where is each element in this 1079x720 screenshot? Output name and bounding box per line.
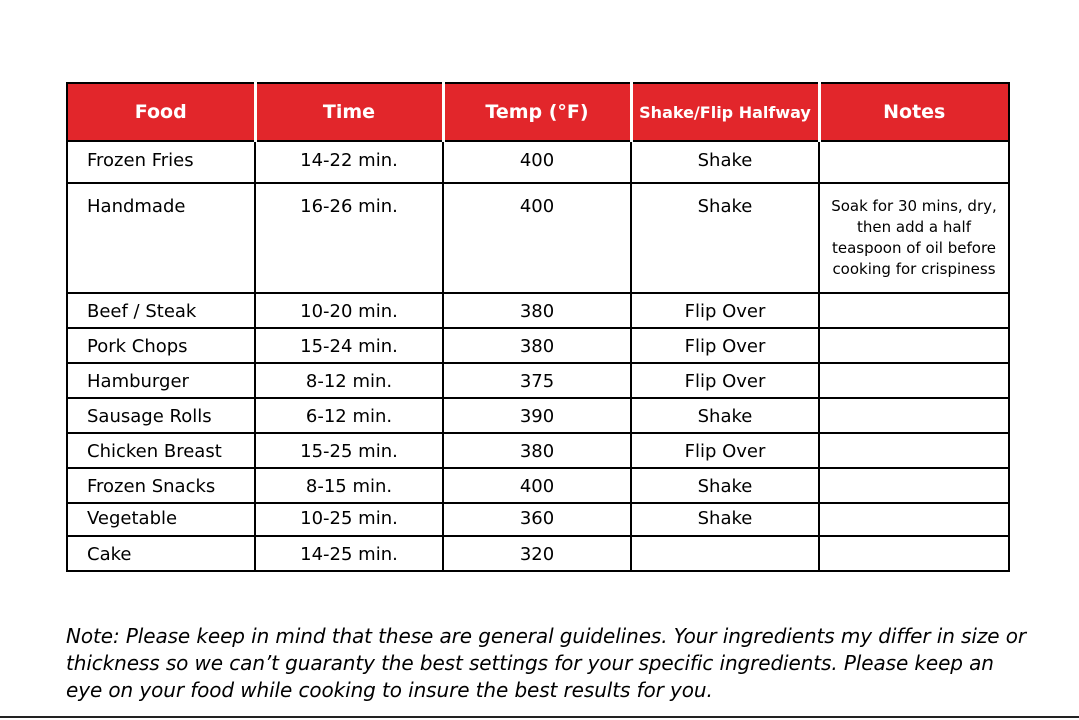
time-cell: 8-12 min.	[305, 371, 393, 392]
table-row	[67, 141, 1009, 183]
shake-cell: Shake	[697, 508, 753, 529]
table-row	[67, 328, 1009, 363]
time-cell: 15-25 min.	[300, 441, 398, 462]
food-cell: Chicken Breast	[87, 441, 222, 462]
food-cell: Pork Chops	[87, 336, 188, 357]
time-cell: 6-12 min.	[305, 406, 393, 427]
notes-cell	[820, 399, 1008, 411]
notes-cell	[820, 469, 1008, 481]
time-cell: 10-20 min.	[300, 301, 398, 322]
time-cell: 14-22 min.	[300, 150, 398, 171]
notes-cell	[820, 434, 1008, 446]
cooking-chart-table	[66, 82, 1010, 572]
time-cell: 10-25 min.	[300, 508, 398, 529]
temp-cell: 380	[519, 441, 555, 462]
notes-cell	[820, 537, 1008, 549]
disclaimer-note: Note: Please keep in mind that these are general guidelines. Your ingredients my differ in size or thickness so we can’t guaranty the best settings for your specific ingredients. Please keep an eye on your food while cooking to insure the best results for you.	[66, 624, 1026, 702]
bottom-divider	[0, 716, 1079, 718]
shake-cell: Flip Over	[684, 441, 766, 462]
table-row	[67, 433, 1009, 468]
food-cell: Handmade	[87, 196, 186, 217]
temp-cell: 380	[519, 336, 555, 357]
notes-cell	[820, 294, 1008, 306]
header-notes: Notes	[819, 83, 1009, 141]
shake-cell: Shake	[697, 476, 753, 497]
food-cell: Beef / Steak	[87, 301, 197, 322]
table-row	[67, 536, 1009, 571]
table-row	[67, 293, 1009, 328]
header-time: Time	[255, 83, 443, 141]
notes-cell	[820, 504, 1008, 516]
temp-cell: 320	[519, 544, 555, 565]
header-food: Food	[67, 83, 255, 141]
time-cell: 8-15 min.	[305, 476, 393, 497]
food-cell: Frozen Snacks	[87, 476, 216, 497]
temp-cell: 390	[519, 406, 555, 427]
food-cell: Cake	[87, 544, 132, 565]
temp-cell: 360	[519, 508, 555, 529]
header-shake-flip: Shake/Flip Halfway	[631, 83, 819, 141]
shake-cell: Flip Over	[684, 301, 766, 322]
shake-cell: Shake	[697, 150, 753, 171]
food-cell: Hamburger	[87, 371, 189, 392]
table-row	[67, 363, 1009, 398]
table-row	[67, 503, 1009, 536]
notes-cell: Soak for 30 mins, dry, then add a half teaspoon of oil before cooking for crispiness	[831, 197, 997, 278]
time-cell: 16-26 min.	[300, 196, 398, 217]
food-cell: Vegetable	[87, 508, 178, 529]
time-cell: 15-24 min.	[300, 336, 398, 357]
notes-cell	[820, 364, 1008, 376]
shake-cell: Flip Over	[684, 371, 766, 392]
time-cell: 14-25 min.	[300, 544, 398, 565]
table-row	[67, 183, 1009, 293]
table-row	[67, 398, 1009, 433]
temp-cell: 400	[519, 150, 555, 171]
header-temp: Temp (°F)	[443, 83, 631, 141]
shake-cell: Shake	[697, 196, 753, 217]
shake-cell: Flip Over	[684, 336, 766, 357]
food-cell: Sausage Rolls	[87, 406, 212, 427]
temp-cell: 400	[519, 476, 555, 497]
table-header-row	[67, 83, 1009, 141]
temp-cell: 400	[519, 196, 555, 217]
temp-cell: 380	[519, 301, 555, 322]
shake-cell	[632, 537, 818, 546]
temp-cell: 375	[519, 371, 555, 392]
food-cell: Frozen Fries	[87, 150, 194, 171]
notes-cell	[820, 329, 1008, 341]
notes-cell	[820, 142, 1008, 154]
table-row	[67, 468, 1009, 503]
shake-cell: Shake	[697, 406, 753, 427]
